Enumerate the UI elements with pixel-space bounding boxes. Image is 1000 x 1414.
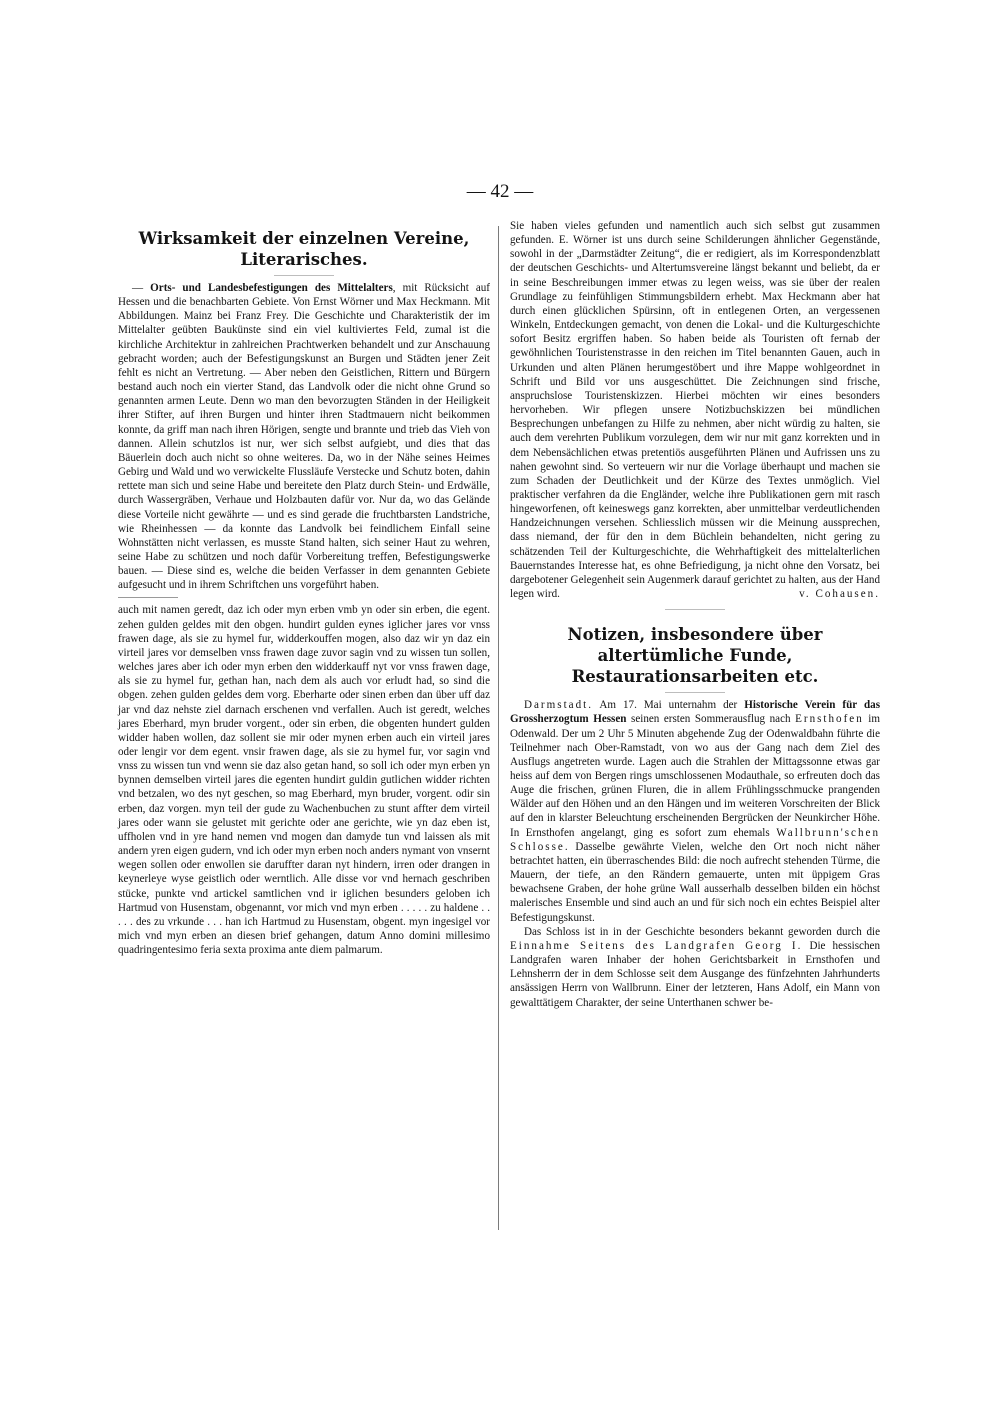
document-divider: [118, 597, 178, 598]
notice-castle-history: Das Schloss ist in in der Geschichte besonders bekannt geworden durch die Einnahme Seitens des Landgrafen Georg I. Die hessischen Landgrafen waren Inhaber der hohen Gerichtsbarkeit in Ernsthofen und Lehnsherrn der in dem Schlosse seit dem Ausgange des fünfzehnten Jahrhunderts ansässigen Herrn von Wallbrunn. Einer der letzteren, Hans Adolf, ein Mann von gewalttätigem Charakter, der seine Unterthanen schwer be-: [510, 925, 880, 1009]
column-rule: [498, 226, 499, 1230]
heading-divider: [274, 275, 334, 276]
left-column: [118, 222, 490, 957]
review-title: Orts- und Landesbefestigungen des Mittelalters: [150, 282, 393, 294]
document-transcript: auch mit namen geredt, daz ich oder myn erben vmb yn oder sin erben, die egent. zehen gulden geldes mit den obgen. hundirt gulden eynes iglicher jares vor vnss frawen dage, als sie zu hymel fur, widderkouffen mogen, also daz wir yn daz ein virteil jares vor demselben vnss frawen dage zuvor sagin vnd zu wissen tun sollen, welches jares aber ich oder myn erben den widderkauff nyt vor vnss frawen dage, als sie zu hymel fur, gethan han, nach dem als auch vor erludt had, so sind die obgen. zehen gulden geldes dem vorg. Eberharte oder sinen erben dan über uff daz jar vnd daz nehste ziel darnach erschenen vnd verfallen. Auch ist geredt, welches jares Eberhard, myn bruder vorgent., oder sin erben, die obgenten hundert gulden widder haben wollen, daz sollent sie mir oder mynen erben auch ein virteil jares oder lengir vor dem egent. vnsir frawen dage, als sie zu hymel fur, vor sagin vnd vnss zu wissen tun vnd wenn sie daz also getan hand, so soll ich oder myn erben yn bynnen demselben virteil jares die egenten hundirt guldin gutlichen widder richten vnd betzalen, wo des nyt geschen, so mag Eberhard, myn bruder, vorgent. odir sin erben, daz vorgen. myn teil der gude zu Wachenbuchen zu stunt affter dem virteil jares oder wann sie gelustet mit gerichte oder ane gerichte, wie yn daz eben ist, uffholen vnd in yre hand nemen vnd mogen dan damyde tun vnd laissen als mit andern yren eigen gudern, vnd ich oder myn erben noch anders nymant von vnsernt wegen sollen oder enwollen sie daruffter daran nyt hindern, irren oder drangen in keynerleye wyse geistlich oder werntlich. Alle disse vor vnd hernach geschriben stücke, punkte vnd artickel samtlichen vnd ir iglichen besunders geloben ich Hartmud von Husenstam, obgenannt, vor mich vnd myn erben . . . . . zu haldene . . . . . des zu vrkunde . . . han ich Hartmud zu Husenstam, obgent. myn ingesigel vor mich vnd myn erben an diesen brief gehangen, datum Anno domini millesimo quadringentesimo feria sexta proxima ante diem palmarum.: [118, 604, 490, 957]
section-heading-notices: Notizen, insbesondere über altertümliche Funde, Restaurationsarbeiten etc.: [567, 625, 823, 687]
notice-darmstadt: Darmstadt. Am 17. Mai unternahm der Historische Verein für das Grossherzogtum Hessen seinen ersten Sommerausflug nach Ernsthofen im Odenwald. Der um 2 Uhr 5 Minuten abgehende Zug der Odenwaldbahn führte die Teilnehmer nach Ober-Ramstadt, von wo aus der Gang nach dem Ziel des Ausflugs angetreten wurde. Lagen auch die Strahlen der Mittagssonne etwas gar heiss auf dem von Bergen rings umschlossenen Modauthale, so erfreuten doch das Auge die frischen, grünen Fluren, die in allem Frühlingsschmucke prangenden Wälder auf den Höhen und an den Hängen und im weiteren Vorschreiten der Blick auf den in klarster Beleuchtung erscheinenden Bergrücken der Neunkircher Höhe. In Ernsthofen angelangt, ging es sofort zum ehemals Wallbrunn'schen Schlosse. Dasselbe gewährte Vielen, welche den Ort noch nicht näher betrachtet hatten, ein überraschendes Bild: die noch aufrecht stehenden Türme, die Mauern, der tiefe, an den Rändern gemauerte, unten mit üppigem Gras bewachsene Graben, der hohe grüne Wall ausserhalb desselben bilden ein höchst malerisches Ensemble und sind auch an und für sich noch ein echtes Beispiel alter Befestigungskunst.: [510, 699, 881, 924]
review-continuation: Sie haben vieles gefunden und namentlich auch sich selbst gut zusammen gefunden. E. Wörner ist uns durch seine Schilderungen ähnlicher Gegenstände, sowohl in der „Darmstädter Zeitung“, die er redigiert, als im Korrespondenzblatt der deutschen Geschichts- und Altertumsvereine längst bekannt und beliebt, da er in seine Beschreibungen immer etwas zu legen weiss, was sie über der realen Grundlage zu feinfühligen Stimmungsbildern erhebt. Max Heckmann aber hat durch einen glücklichen Spürsinn, oft in entlegenen Orten, an vergessenen Winkeln, Entdeckungen gemacht, von denen die Lokal- und die Kulturgeschichte sofort Besitz ergriffen haben. So haben beide als Touristen oft fernab der gewöhnlichen Touristenstrasse in den reichen im Titel benannten Gauen, auch in Urkunden und alten Plänen herumgestöbert und ihre Mappe wohlgeordnet in Schrift und Bild vor uns ausgeschüttet. Die Zeichnungen sind frische, anspruchslose Touristenskizzen. Hierbei möchten wir eines besonders hervorheben. Wir pflegen unsere Notizbuchskizzen bei mündlichen Besprechungen unbefangen zu Hilfe zu nehmen, aber nicht würdig zu halten, sie auch dem verehrten Publikum vorzulegen, dem wir nur mit ganz korrekten und in dem Nebensächlichen etwas pretentiös ausgeführten Plänen und Aufrissen uns zu nahen gewohnt sind. So verteuern wir nur die Vorlage überhaupt und machen sie zum Schaden der Deutlichkeit und der Kürze des Textes unmöglich. Viel praktischer verfahren da die Engländer, welche ihre Publikationen gern mit rasch hingeworfenen, oft keineswegs ganz korrekten, aber unmittelbar verdeutlichenden Handzeichnungen versehen. Schliesslich müssen wir die Meinung aussprechen, dass niemand, der für den in dem Büchlein behandelten, nicht gering zu schätzenden Teil der Kulturgeschichte, die Wehrhaftigkeit des mittelalterlichen Bauernstandes Interesse hat, es ohne Befriedigung, ja nicht ohne den Vorsatz, bei dargebotener Gelegenheit sein Augenmerk darauf gerichtet zu halten, aus der Hand legen wird. v. Cohausen.: [510, 220, 880, 601]
page-number: — 42 —: [466, 181, 534, 202]
review-paragraph: — Orts- und Landesbefestigungen des Mittelalters, mit Rücksicht auf Hessen und die benachbarten Gebiete. Von Ernst Wörner und Max Heckmann. Mit Abbildungen. Mainz bei Franz Frey. Die Geschichte und Charakteristik der im Mittelalter geübten Baukünste sind ein viel kultiviertes Feld, zumal ist die kirchliche Architektur in zahlreichen Prachtwerken behandelt und zur Anschauung gebracht worden; auch der Befestigungskunst an Burgen und Städten jener Zeit fehlt es nicht an Vertretung. — Aber neben den Geistlichen, Rittern und Bürgern bestand auch noch ein vierter Stand, das Landvolk oder die nicht ohne Grund so genannten armen Leute. Denn wo man den bevorzugten Ständen in der Heiligkeit ihrer Stifter, auf ihren Burgen und hinter ihren Stadtmauern nicht beikommen konnte, da griff man nach ihren Hörigen, sengte und brannte und trieb das Vieh von dannen. Allein schutzlos ist nur, wer sich selbst aufgiebt, und dies that das Bäuerlein doch auch nicht so ohne weiteres. Da, wo in der Nähe seines Heimes Gebirg und Wald und wo verwickelte Flussläufe Verstecke und Schutz boten, dahin rettete man sich und seine Habe und bereitete den Platz durch Stein- und Erdwälle, durch Wassergräben, Verhaue und Holzbauten dafür vor. Nur da, wo das Gelände diese Vorteile nicht gewährte — und es sind gerade die fruchtbarsten Landstriche, wie Rheinhessen — da konnte das Landvolk bei feindlichem Einfall seine Wohnstätten nicht verlassen, es musste Stand halten, sich seiner Haut zu wehren, seine Habe zu schützen und noch dafür Vorbereitung treffen, Befestigungswerke bauen. — Diese sind es, welche die beiden Verfasser in dem genannten Gebiete aufgesucht und in ihrem Schriftchen uns vorgeführt haben.: [118, 282, 490, 592]
section-heading-literary: Wirksamkeit der einzelnen Vereine, Literarisches.: [138, 229, 470, 269]
right-column: [510, 219, 880, 1010]
section-divider: [665, 609, 725, 610]
heading-divider-notices: [665, 692, 725, 693]
review-signature: v. Cohausen.: [799, 588, 880, 601]
